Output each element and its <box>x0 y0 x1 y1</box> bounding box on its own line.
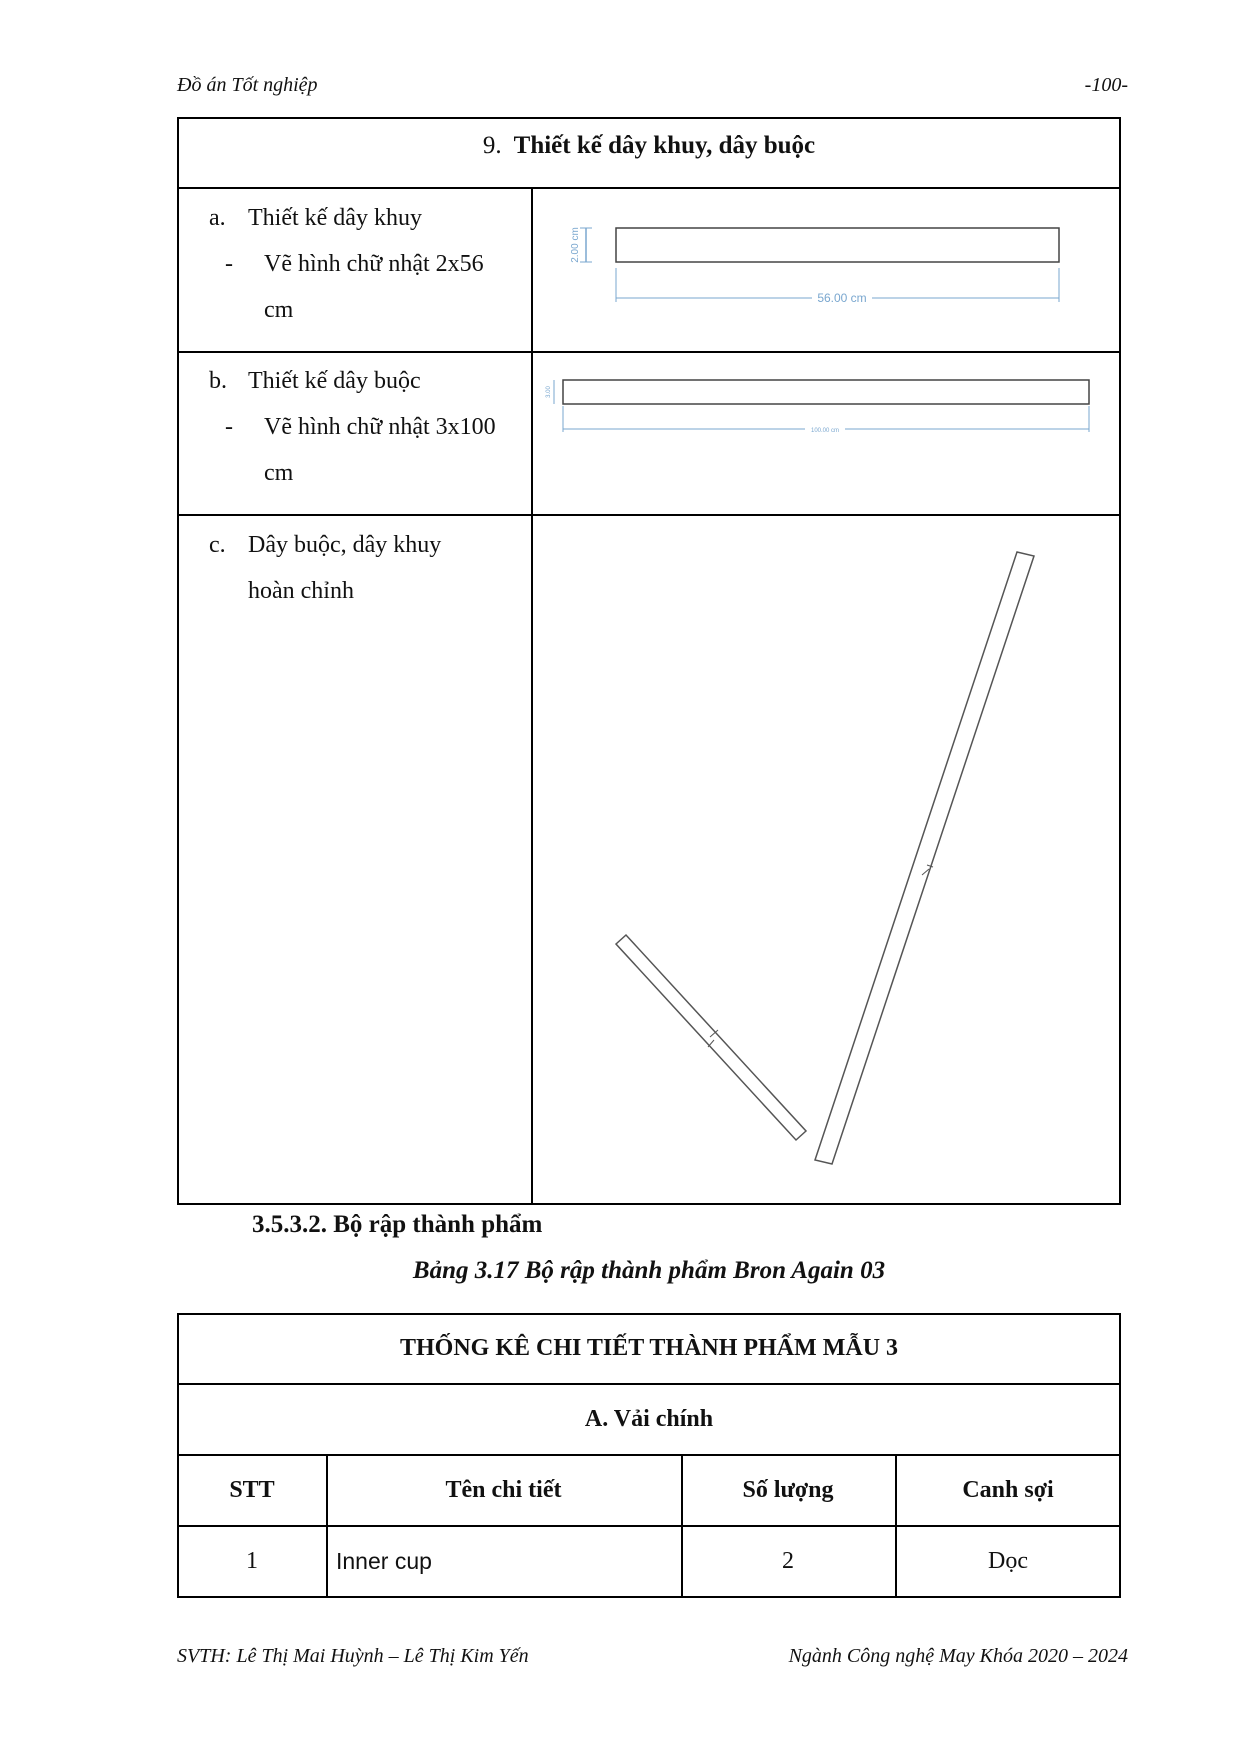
strap-a-height-label: 2.00 cm <box>570 227 581 263</box>
table2-subtitle: A. Vải chính <box>584 1406 714 1432</box>
row-c-line2: hoàn chỉnh <box>248 578 354 604</box>
row-a-heading: Thiết kế dây khuy <box>248 205 422 231</box>
table-title-text: Thiết kế dây khuy, dây buộc <box>513 132 816 159</box>
table-row-divider <box>177 187 1121 189</box>
column-header-quantity: Số lượng <box>742 1477 834 1503</box>
row-c-letter: c. <box>209 532 226 558</box>
row-a-letter: a. <box>209 205 226 231</box>
table-row-divider <box>177 514 1121 516</box>
table-row-divider <box>177 1525 1121 1527</box>
row-b-dash: - <box>225 414 233 440</box>
strap-a-width-label: 56.00 cm <box>817 291 867 305</box>
table2-title: THỐNG KÊ CHI TIẾT THÀNH PHẨM MẪU 3 <box>399 1335 899 1361</box>
footer-authors: SVTH: Lê Thị Mai Huỳnh – Lê Thị Kim Yến <box>177 1645 529 1667</box>
row-b-letter: b. <box>209 368 227 394</box>
page-number: -100- <box>1084 74 1128 96</box>
finished-short-strap <box>616 935 806 1140</box>
table-cell-stt: 1 <box>246 1548 258 1574</box>
row-b-line2: cm <box>264 460 294 486</box>
strap-b-height-label: 3.00 <box>546 386 552 398</box>
table-row-divider <box>177 1454 1121 1456</box>
row-a-dash: - <box>225 251 233 277</box>
table-caption: Bảng 3.17 Bộ rập thành phẩm Bron Again 03 <box>412 1257 886 1284</box>
strap-a-drawing <box>572 210 1072 310</box>
row-a-line1: Vẽ hình chữ nhật 2x56 <box>264 251 484 277</box>
footer-program: Ngành Công nghệ May Khóa 2020 – 2024 <box>788 1645 1128 1667</box>
column-header-stt: STT <box>229 1477 275 1503</box>
strap-a-rectangle <box>616 228 1059 262</box>
row-b-heading: Thiết kế dây buộc <box>248 368 421 394</box>
strap-b-drawing <box>545 372 1095 442</box>
finished-straps-drawing <box>533 517 1119 1203</box>
row-a-line2: cm <box>264 297 294 323</box>
strap-b-rectangle <box>563 380 1089 404</box>
table-cell-grain: Dọc <box>988 1548 1028 1574</box>
column-header-part-name: Tên chi tiết <box>445 1477 562 1503</box>
strap-b-width-label: 100.00 cm <box>810 428 840 434</box>
column-header-grain: Canh sợi <box>962 1477 1054 1503</box>
table-cell-quantity: 2 <box>782 1548 794 1574</box>
table-title-number: 9. <box>482 132 502 159</box>
page-header-title: Đồ án Tốt nghiệp <box>177 74 318 96</box>
table-row-divider <box>177 1383 1121 1385</box>
finished-long-strap <box>815 552 1034 1164</box>
table-title <box>177 124 1121 168</box>
table-row-divider <box>177 351 1121 353</box>
table-cell-part-name: Inner cup <box>336 1548 432 1574</box>
row-c-heading: Dây buộc, dây khuy <box>248 532 442 558</box>
row-b-line1: Vẽ hình chữ nhật 3x100 <box>264 414 496 440</box>
section-heading: 3.5.3.2. Bộ rập thành phẩm <box>252 1211 543 1238</box>
